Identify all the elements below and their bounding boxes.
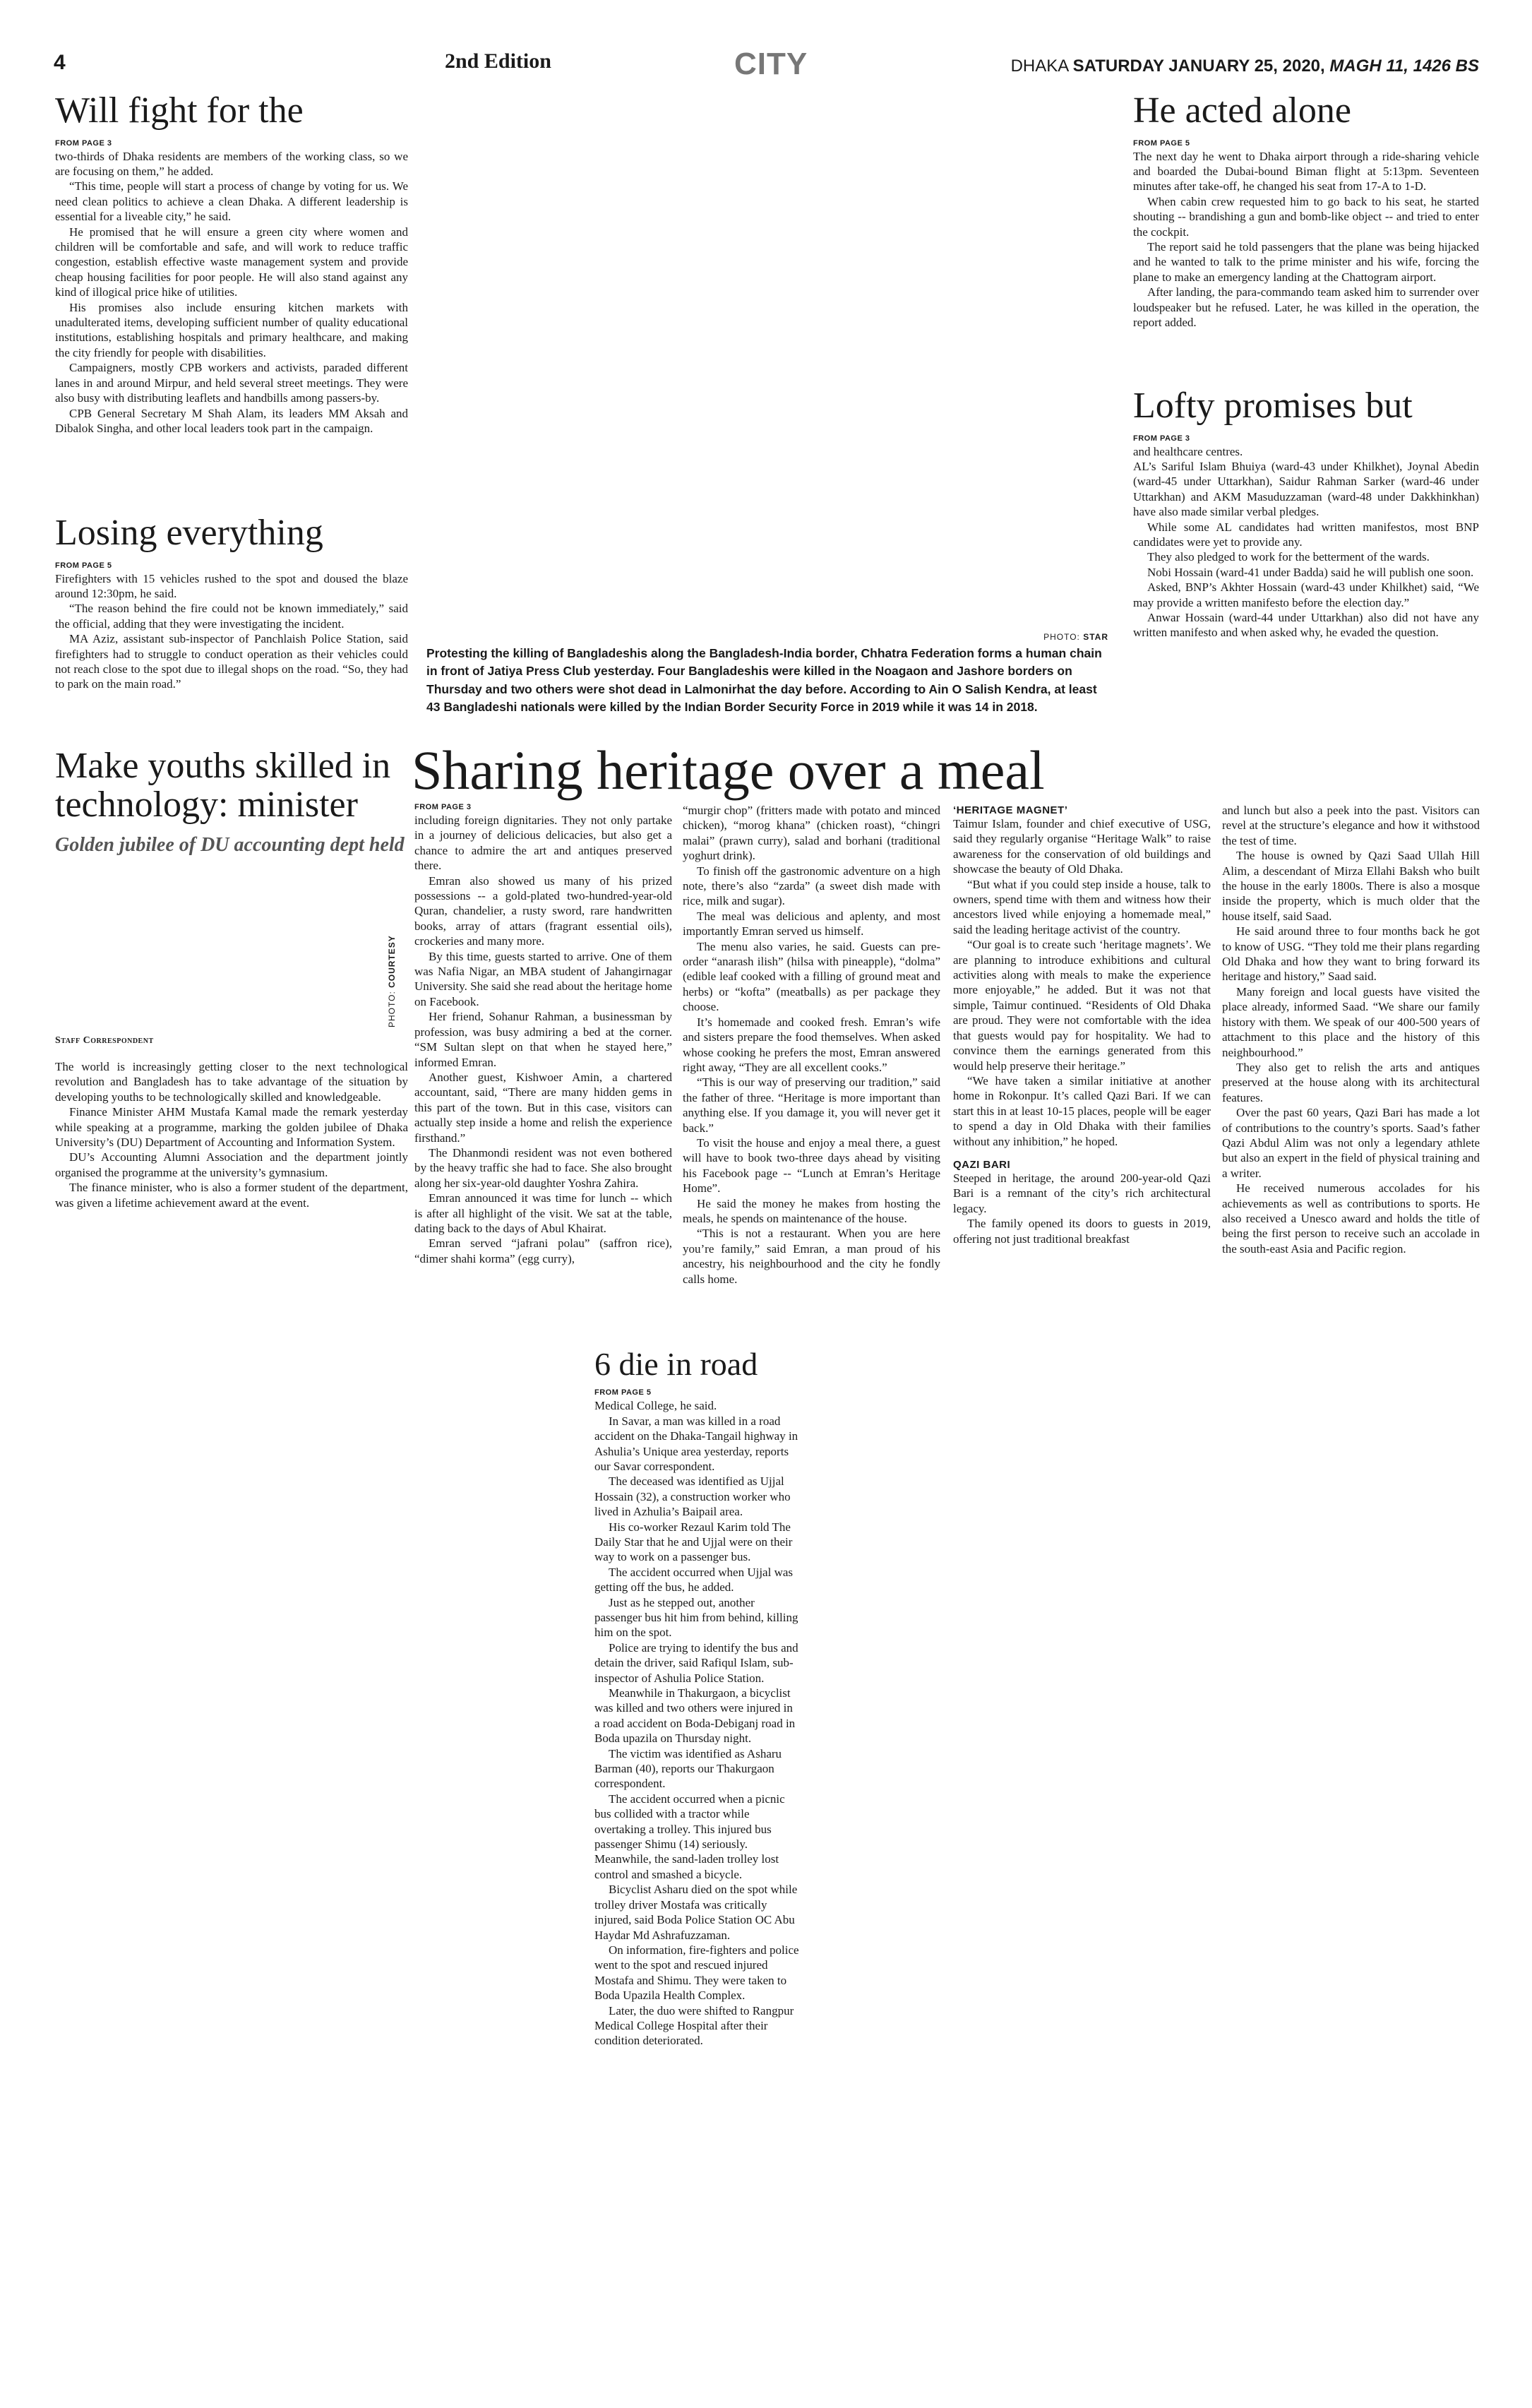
paragraph: Asked, BNP’s Akhter Hossain (ward-43 under Khilkhet) said, “We may provide a written manifesto before the election day.” [1133,580,1479,609]
paragraph: “This is our way of preserving our tradition,” said the father of three. “Heritage is more important than anything else. If you damage it, you will never get it back.” [683,1075,940,1135]
paragraph: “murgir chop” (fritters made with potato and minced chicken), “morog khana” (chicken roast), “chingri malai” (prawn curry), salad and borhani (traditional yoghurt drink). [683,804,940,863]
heritage-column-1 [414,803,672,1266]
article-body [1133,149,1479,330]
paragraph: The accident occurred when Ujjal was getting off the bus, he added. [594,1565,794,1595]
paragraph: The accident occurred when a picnic bus collided with a tractor while overtaking a trolley. This injured bus passenger Shimu (14) seriously. Meanwhile, the sand-laden trolley lost control and smashed a bicycle. [594,1792,785,1881]
paragraph: To finish off the gastronomic adventure on a high note, there’s also “zarda” (a sweet dish made with rice, milk and sugar). [683,864,940,908]
column-body [414,813,672,1266]
paragraph: Anwar Hossain (ward-44 under Uttarkhan) also did not have any written manifesto and when asked why, he evaded the question. [1133,611,1479,640]
paragraph: The deceased was identified as Ujjal Hossain (32), a construction worker who lived in Azhulia’s Baipail area. [594,1474,791,1519]
kicker: Golden jubilee of DU accounting dept held [55,834,405,857]
paragraph: Taimur Islam, founder and chief executive of USG, said they regularly organise “Heritage Walk” to raise awareness for the conservation of old buildings and showcase the beauty of Old Dhaka. [953,817,1211,876]
paragraph: The world is increasingly getting closer to the next technological revolution and Bangladesh has to take advantage of the situation by developing youths to be technologically skilled and knowledgeable. [55,1060,408,1104]
credit-label: PHOTO: [387,991,397,1027]
paragraph: and healthcare centres. [1133,444,1243,458]
paragraph: Later, the duo were shifted to Rangpur Medical College Hospital after their condition deteriorated. [594,2003,794,2048]
paragraph: Another guest, Kishwoer Amin, a chartered accountant, said, “There are many hidden gems in this part of the town. But in this case, visitors can actually step inside a home and relish the experience firsthand.” [414,1070,672,1145]
dateline-city: DHAKA [1010,56,1068,76]
paragraph: Police are trying to identify the bus and detain the driver, said Rafiqul Islam, sub-inspector of Ashulia Police Station. [594,1640,798,1685]
article-body [55,149,408,436]
paragraph: Firefighters with 15 vehicles rushed to the spot and doused the blaze around 12:30pm, he said. [55,571,408,600]
paragraph: “The reason behind the fire could not be known immediately,” said the official, adding that they were investigating the incident. [55,602,408,631]
paragraph: CPB General Secretary M Shah Alam, its leaders MM Aksah and Dibalok Singha, and other local leaders took part in the campaign. [55,406,408,435]
paragraph: “Our goal is to create such ‘heritage magnets’. We are planning to introduce exhibitions and cultural activities along with meals to make the experience more enjoyable,” he added. But it was not that simple, Taimur continued. “Residents of Old Dhaka are proud. They were not comfortable with the idea that guests would pay for hospitality. We had to convince them the earnings generated from this would help preserve their heritage.” [953,938,1211,1073]
paragraph: two-thirds of Dhaka residents are members of the working class, so we are focusing on them,” he added. [55,149,408,178]
column-body [683,803,940,1287]
paragraph: They also pledged to work for the betterment of the wards. [1147,550,1430,564]
protest-photo [424,99,1115,628]
jump-label: FROM PAGE 3 [414,803,472,811]
heritage-photo-credit [387,935,397,1027]
paragraph: He said around three to four months back he got to know of USG. “They told me their plans regarding Old Dhaka and how they want to bring forward its heritage and history,” Saad said. [1222,924,1480,984]
credit-label: PHOTO: [1043,632,1080,642]
paragraph: The menu also varies, he said. Guests can pre-order “anarash ilish” (hilsa with pineapple), “dolma” (edible leaf cooked with a filling of ground meat and herbs) or “kofta” (meatballs) as per package they choose. [683,939,940,1014]
paragraph: When cabin crew requested him to go back to his seat, he started shouting -- brandishing a gun and bomb-like object -- and tried to enter the cockpit. [1133,194,1479,239]
paragraph: Finance Minister AHM Mustafa Kamal made the remark yesterday while speaking at a programme, marking the golden jubilee of Dhaka University’s (DU) Department of Accounting and Information System. [55,1105,408,1150]
article-six-die [594,1347,799,2049]
paragraph: Nobi Hossain (ward-41 under Badda) said he will publish one soon. [1147,565,1474,579]
headline: Losing everything [55,513,323,553]
paragraph: Over the past 60 years, Qazi Bari has made a lot of contributions to the country’s sports. Saad’s father Qazi Abdul Alim was not only a legendary athlete but also an expert in the field of physical training and a writer. [1222,1106,1480,1180]
paragraph: Her friend, Sohanur Rahman, a businessman by profession, was busy admiring a bed at the corner. “SM Sultan slept on that when he stayed here,” informed Emran. [414,1010,672,1069]
article-youths-skilled [55,747,408,857]
column-body [1222,803,1480,1256]
paragraph: The family opened its doors to guests in 2019, offering not just traditional breakfast [953,1217,1211,1246]
paragraph: To visit the house and enjoy a meal there, a guest will have to book two-three days ahead by visiting his Facebook page -- “Lunch at Emran’s Heritage Home”. [683,1136,940,1196]
subhead-qazi-bari: QAZI BARI [953,1158,1011,1171]
article-acted-alone [1133,92,1479,330]
paragraph: Meanwhile in Thakurgaon, a bicyclist was killed and two others were injured in a road accident on Boda-Debiganj road in Boda upazila on Thursday night. [594,1686,796,1746]
headline: Make youths skilled in technology: minister [55,746,391,825]
paragraph: In Savar, a man was killed in a road accident on the Dhaka-Tangail highway in Ashulia’s Unique area yesterday, reports our Savar correspondent. [594,1414,798,1473]
credit-name: STAR [1083,632,1108,642]
headline: 6 die in road [594,1346,758,1382]
paragraph: It’s homemade and cooked fresh. Emran’s wife and sisters prepare the food themselves. When asked whose cooking he prefers the most, Emran answered right away, “They are all excellent cooks.” [683,1015,940,1074]
paragraph: The house is owned by Qazi Saad Ullah Hill Alim, a descendant of Mirza Ellahi Baksh who built the house in the early 1800s. There is also a mosque inside the property, which is much older that the house itself, said Saad. [1222,849,1480,923]
paragraph: Campaigners, mostly CPB workers and activists, paraded different lanes in and around Mirpur, and held several street meetings. They were also busy with distributing leaflets and handbills among passers-by. [55,361,408,405]
paragraph: By this time, guests started to arrive. One of them was Nafia Nigar, an MBA student of Jahangirnagar University. She said she read about the heritage home on Facebook. [414,949,672,1008]
paragraph: “This is not a restaurant. When you are here you’re family,” said Emran, a man proud of his ancestry, his neighbourhood and the city he fondly calls home. [683,1227,940,1286]
column-body [953,816,1211,1149]
paragraph: “This time, people will start a process of change by voting for us. We need clean politics to achieve a clean Dhaka. A different leadership is essential for a liveable city,” he said. [55,179,408,224]
heritage-column-4 [1222,803,1480,1256]
jump-label: FROM PAGE 5 [1133,138,1190,148]
paragraph: The next day he went to Dhaka airport through a ride-sharing vehicle and boarded the Dubai-bound Biman flight at 5:13pm. Seventeen minutes after take-off, he changed his seat from 17-A to 1-D. [1133,149,1479,193]
article-body [1133,444,1479,640]
paragraph: “But what if you could step inside a house, talk to owners, spend time with them and witness how their ancestors lived while enjoying a homemade meal,” said the leading heritage activist of the country. [953,877,1211,936]
jump-label: FROM PAGE 5 [594,1388,652,1397]
photo-caption: Protesting the killing of Bangladeshis along the Bangladesh-India border, Chhatra Federation forms a human chain in front of Jatiya Press Club yesterday. Four Bangladeshis were killed in the Noagaon and Jashore borders on Thursday and two others were shot dead in Lalmonirhat the day before. According to Ain O Salish Kendra, at least 43 Bangladeshi nationals were killed by the Indian Border Security Force in 2019 while it was 14 in 2018. [426,646,1102,715]
paragraph: AL’s Sariful Islam Bhuiya (ward-43 under Khilkhet), Joynal Abedin (ward-45 under Uttarkhan), Saidur Rahman Sarker (ward-46 under Uttarkhan) and AKM Masuduzzaman (ward-48 under Dakkhinkhan) have also made similar verbal pledges. [1133,460,1479,519]
paragraph: and lunch but also a peek into the past. Visitors can revel at the structure’s elegance and how it withstood the test of time. [1222,804,1480,847]
paragraph: including foreign dignitaries. They not only partake in a journey of delicious delicacies, but also get a chance to admire the art and antiques preserved there. [414,813,672,873]
subhead-heritage-magnet: ‘HERITAGE MAGNET’ [953,804,1068,816]
paragraph: DU’s Accounting Alumni Association and the department jointly organised the programme at the university’s gymnasium. [55,1150,408,1179]
heritage-headline: Sharing heritage over a meal [412,739,1045,801]
paragraph: Bicyclist Asharu died on the spot while trolley driver Mostafa was critically injured, said Boda Police Station OC Abu Haydar Md Ashrafuzzaman. [594,1883,798,1942]
credit-name: COURTESY [387,935,397,988]
dateline [918,56,1479,76]
headline: Will fight for the [55,90,304,131]
page-number: 4 [54,51,66,74]
dateline-date: SATURDAY JANUARY 25, 2020, [1072,56,1325,76]
headline: He acted alone [1133,90,1351,131]
heritage-column-3 [953,803,1211,1246]
paragraph: The Dhanmondi resident was not even bothered by the heavy traffic she had to face. She also brought along her six-year-old daughter Yoshra Zahira. [414,1145,672,1190]
paragraph: On information, fire-fighters and police went to the spot and rescued injured Mostafa and Shimu. They were taken to Boda Upazila Health Complex. [594,1943,799,2003]
article-body [55,571,408,692]
paragraph: His promises also include ensuring kitchen markets with unadulterated items, developing sufficient number of quality educational institutions, establishing hospitals and primary healthcare, and making the city friendly for people with disabilities. [55,300,408,359]
jump-label: FROM PAGE 5 [55,561,112,570]
article-body [594,1398,799,2048]
jump-label: FROM PAGE 3 [1133,434,1190,443]
edition-label: 2nd Edition [445,49,551,73]
paragraph: Emran also showed us many of his prized possessions -- a gold-plated two-hundred-year-old Quran, chandelier, a rusty sword, rare handwritten books, array of attars (fragrant essential oils), crockeries and many more. [414,874,672,948]
jump-label: FROM PAGE 3 [55,138,112,148]
paragraph: He received numerous accolades for his achievements as well as contributions to sports. He also received a Unesco award and holds the title of being the first person to receive such an accolade in the south-east Asia and Pacific region. [1222,1181,1480,1256]
paragraph: Steeped in heritage, the around 200-year-old Qazi Bari is a remnant of the city’s rich architectural legacy. [953,1171,1211,1215]
paragraph: Many foreign and local guests have visited the place already, informed Saad. “We share our family history with them. We speak of our 400-500 years of attachment to this place and the history of this neighbourhood.” [1222,984,1480,1059]
paragraph: He said the money he makes from hosting the meals, he spends on maintenance of the house. [683,1196,940,1225]
heritage-column-2 [683,803,940,1287]
paragraph: The report said he told passengers that the plane was being hijacked and he wanted to talk to the prime minister and his wife, forcing the plane to make an emergency landing at the Chattogram airport. [1133,240,1479,284]
column-body [953,1171,1211,1246]
section-name: CITY [734,47,808,81]
paragraph: MA Aziz, assistant sub-inspector of Panchlaish Police Station, said firefighters had to struggle to conduct operation as their vehicles could not reach close to the spot due to illegal shops on the road. “So, they had to park on the main road.” [55,632,408,691]
paragraph: “We have taken a similar initiative at another home in Rokonpur. It’s called Qazi Bari. If we can start this in at least 10-15 places, people will be eager to spend a day in Old Dhaka with their families without any inhibition,” he hoped. [953,1073,1211,1148]
paragraph: Emran announced it was time for lunch -- which is after all highlight of the visit. We sat at the table, dating back to the days of Abul Khairat. [414,1191,672,1235]
paragraph: His co-worker Rezaul Karim told The Daily Star that he and Ujjal were on their way to work on a passenger bus. [594,1520,793,1564]
paragraph: After landing, the para-commando team asked him to surrender over loudspeaker but he refused. Later, he was killed in the operation, the report added. [1133,285,1479,330]
photo-credit [918,632,1108,642]
paragraph: The finance minister, who is also a former student of the department, was given a lifetime achievement award at the event. [55,1181,408,1210]
article-losing-everything [55,514,408,692]
paragraph: Emran served “jafrani polau” (saffron rice), “dimer shahi korma” (egg curry), [414,1236,672,1265]
paragraph: Medical College, he said. [594,1399,717,1413]
paragraph: The meal was delicious and aplenty, and most importantly Emran served us himself. [683,909,940,938]
paragraph: The victim was identified as Asharu Barman (40), reports our Thakurgaon correspondent. [594,1746,782,1791]
paragraph: He promised that he will ensure a green city where women and children will be comfortable and safe, and will work to reduce traffic congestion, establish effective waste management system and provide cheap housing facilities for poor people. He will also stand against any kind of illogical price hike of utilities. [55,225,408,299]
headline: Lofty promises but [1133,386,1413,426]
article-youths-body [55,1035,408,1210]
paragraph: They also get to relish the arts and antiques preserved at the house along with its architectural features. [1222,1060,1480,1104]
paragraph: While some AL candidates had written manifestos, most BNP candidates were yet to provide any. [1133,520,1479,549]
article-body [55,1059,408,1210]
dateline-bangla-date: MAGH 11, 1426 BS [1329,56,1479,76]
paragraph: Just as he stepped out, another passenger bus hit him from behind, killing him on the spot. [594,1595,798,1640]
byline: Staff Correspondent [55,1035,154,1046]
article-will-fight [55,92,408,436]
article-lofty-promises [1133,387,1479,640]
